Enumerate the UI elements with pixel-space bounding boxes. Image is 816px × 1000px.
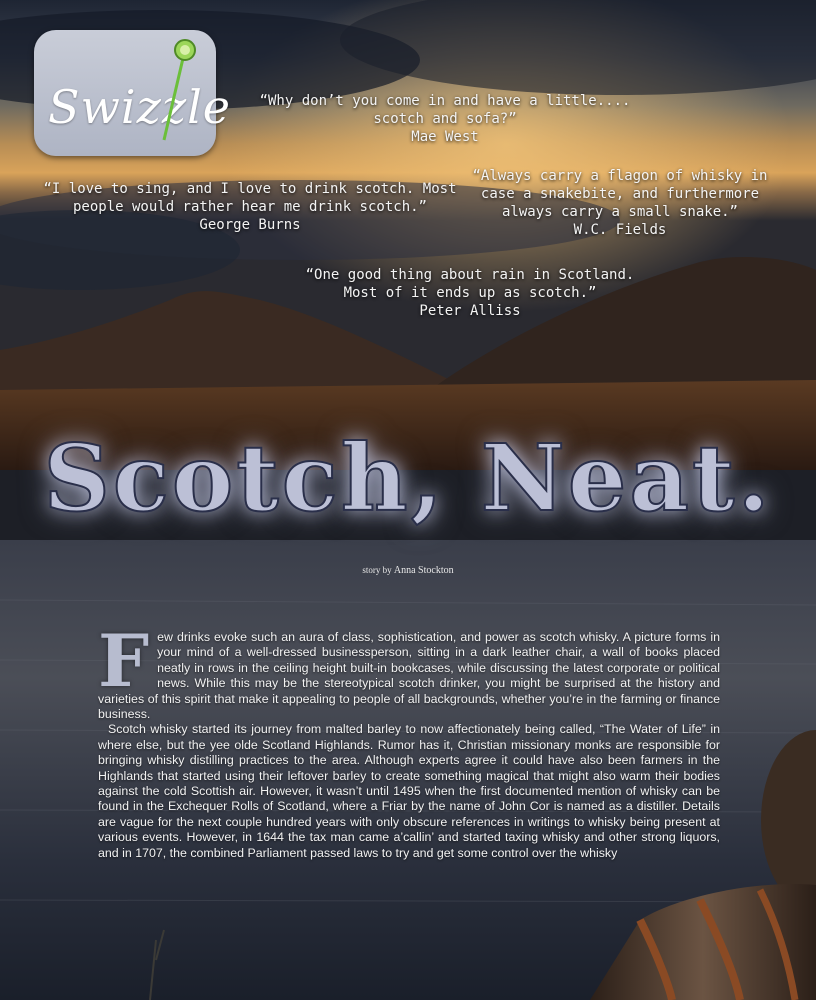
quote-line: “One good thing about rain in Scotland. <box>305 267 635 283</box>
quote-author: Mae West <box>411 129 479 145</box>
article-paragraph: Scotch whisky started its journey from malted barley to now affectionately being called, “The Water of Life” in where else, but the yee olde Scotland Highlands. Rumor has it, Christian missionary monks are responsible for bringing whisky distilling practices to the area. Although experts agree it could have also been farmers in the Highlands that started using their leftover barley to create something magical that might also warm their bodies against the cold Scottish air. However, it wasn’t until 1495 when the first documented mention of whisky can be found in the Exchequer Rolls of Scotland, where a Friar by the name of John Cor is named as a distiller. Details are vague for the next couple hundred years with only obscure references in writings to whisky being present at various events. However, in 1644 the tax man came a’callin’ and started taxing whisky and other strong liquors, and in 1707, the combined Parliament passed laws to try and get some control over the whisky <box>98 722 720 860</box>
swizzle-stick-icon <box>34 30 216 156</box>
quote-line: Most of it ends up as scotch.” <box>343 285 597 301</box>
quote-author: George Burns <box>199 217 301 233</box>
logo-wordmark: Swizzle <box>48 80 232 134</box>
quote-line: “Always carry a flagon of whisky in <box>472 168 768 184</box>
quote-line: “Why don’t you come in and have a little.... <box>259 93 631 109</box>
byline-author: Anna Stockton <box>393 565 454 576</box>
byline-prefix: story by <box>362 565 392 575</box>
article-paragraph <box>98 618 720 722</box>
quote-line: case a snakebite, and furthermore <box>480 186 760 202</box>
article-title: Scotch, Neat. <box>43 424 773 532</box>
quote-peter-alliss <box>280 266 660 320</box>
quote-author: Peter Alliss <box>419 303 521 319</box>
quote-line: “I love to sing, and I love to drink scotch. Most <box>43 181 457 197</box>
byline <box>0 565 816 576</box>
quote-line: always carry a small snake.” <box>501 204 738 220</box>
paragraph-text: ew drinks evoke such an aura of class, sophistication, and power as scotch whisky. A picture forms in your mind of a well-dressed businessperson, sitting in a dark leather chair, a wall of books placed neatly in rows in the ceiling height built-in bookcases, while discussing the latest corporate or political news. While this may be the stereotypical scotch drinker, you might be surprised at the history and varieties of this spirit that make it appealing to people of all backgrounds, whether you’re in the farming or finance business. <box>98 630 720 722</box>
quote-author: W.C. Fields <box>573 222 667 238</box>
article-body <box>98 618 720 861</box>
quote-line: scotch and sofa?” <box>373 111 517 127</box>
swizzle-logo <box>34 30 232 156</box>
quote-wc-fields <box>450 167 790 239</box>
quote-mae-west <box>250 92 640 146</box>
quote-george-burns <box>40 180 460 234</box>
drop-cap: F <box>98 618 150 703</box>
quote-line: people would rather hear me drink scotch.” <box>72 199 427 215</box>
